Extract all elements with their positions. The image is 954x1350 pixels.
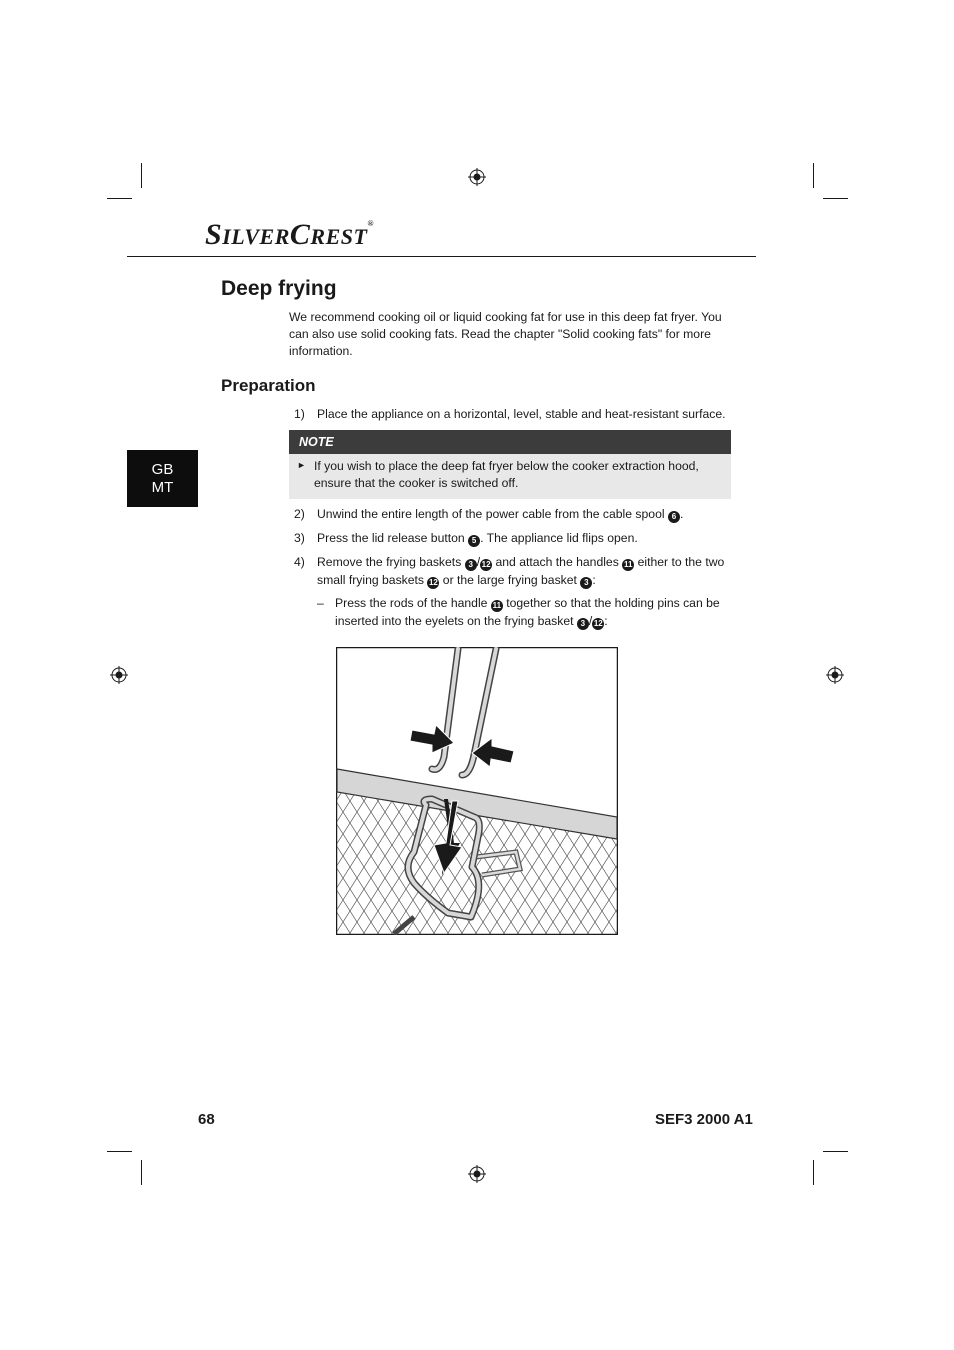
header-divider: [127, 256, 756, 257]
part-number-badge: 5: [468, 535, 480, 547]
part-number-badge: 12: [593, 619, 603, 628]
note-box: [289, 454, 731, 499]
part-number-badge: 3: [577, 618, 589, 630]
crop-mark: [141, 163, 142, 188]
part-number-badge: 3: [580, 577, 592, 589]
crop-mark: [823, 1151, 848, 1152]
part-number-badge: 11: [492, 601, 502, 610]
registration-mark-icon: [468, 1165, 486, 1183]
language-code: GB: [151, 460, 174, 478]
step-item: 1) Place the appliance on a horizontal, level, stable and heat-resistant surface.: [294, 407, 726, 421]
crop-mark: [141, 1160, 142, 1185]
part-number-badge: 12: [481, 560, 491, 569]
registration-mark-icon: [110, 666, 128, 684]
note-text: If you wish to place the deep fat fryer below the cooker extraction hood, ensure that the cooker is switched off.: [314, 459, 699, 490]
intro-paragraph: We recommend cooking oil or liquid cooking fat for use in this deep fat fryer. You can also use solid cooking fats. Read the chapter "Solid cooking fats" for more information.: [289, 310, 722, 358]
part-number-badge: 11: [623, 560, 633, 569]
crop-mark: [813, 163, 814, 188]
step-item: 4) Remove the frying baskets 3 / 12 and attach the handles 11 either to the two small frying baskets 12 or the large frying basket 3 :: [294, 555, 725, 587]
bullet-arrow-icon: ►: [297, 460, 306, 470]
handle-attachment-illustration: [336, 647, 618, 935]
note-heading: NOTE: [289, 430, 731, 454]
crop-mark: [107, 198, 132, 199]
step-item: 2) Unwind the entire length of the power cable from the cable spool 6 .: [294, 507, 684, 521]
page-number: 68: [198, 1111, 215, 1128]
part-number-badge: 12: [428, 577, 438, 587]
registration-mark-icon: [468, 168, 486, 186]
brand-logo: SILVERCREST®: [205, 218, 374, 251]
crop-mark: [107, 1151, 132, 1152]
registration-mark-icon: [826, 666, 844, 684]
model-number: SEF3 2000 A1: [655, 1111, 753, 1128]
page-title: Deep frying: [221, 277, 337, 300]
crop-mark: [823, 198, 848, 199]
part-number-badge: 3: [465, 559, 477, 571]
part-number-badge: 6: [668, 511, 680, 523]
section-title: Preparation: [221, 376, 316, 395]
language-code: MT: [151, 478, 174, 496]
substep-item: – Press the rods of the handle 11 together so that the holding pins can be inserted into the eyelets on the frying basket 3 / 12 :: [317, 596, 720, 628]
crop-mark: [813, 1160, 814, 1185]
language-tab: [127, 450, 198, 507]
step-item: 3) Press the lid release button 5 . The appliance lid flips open.: [294, 531, 638, 545]
